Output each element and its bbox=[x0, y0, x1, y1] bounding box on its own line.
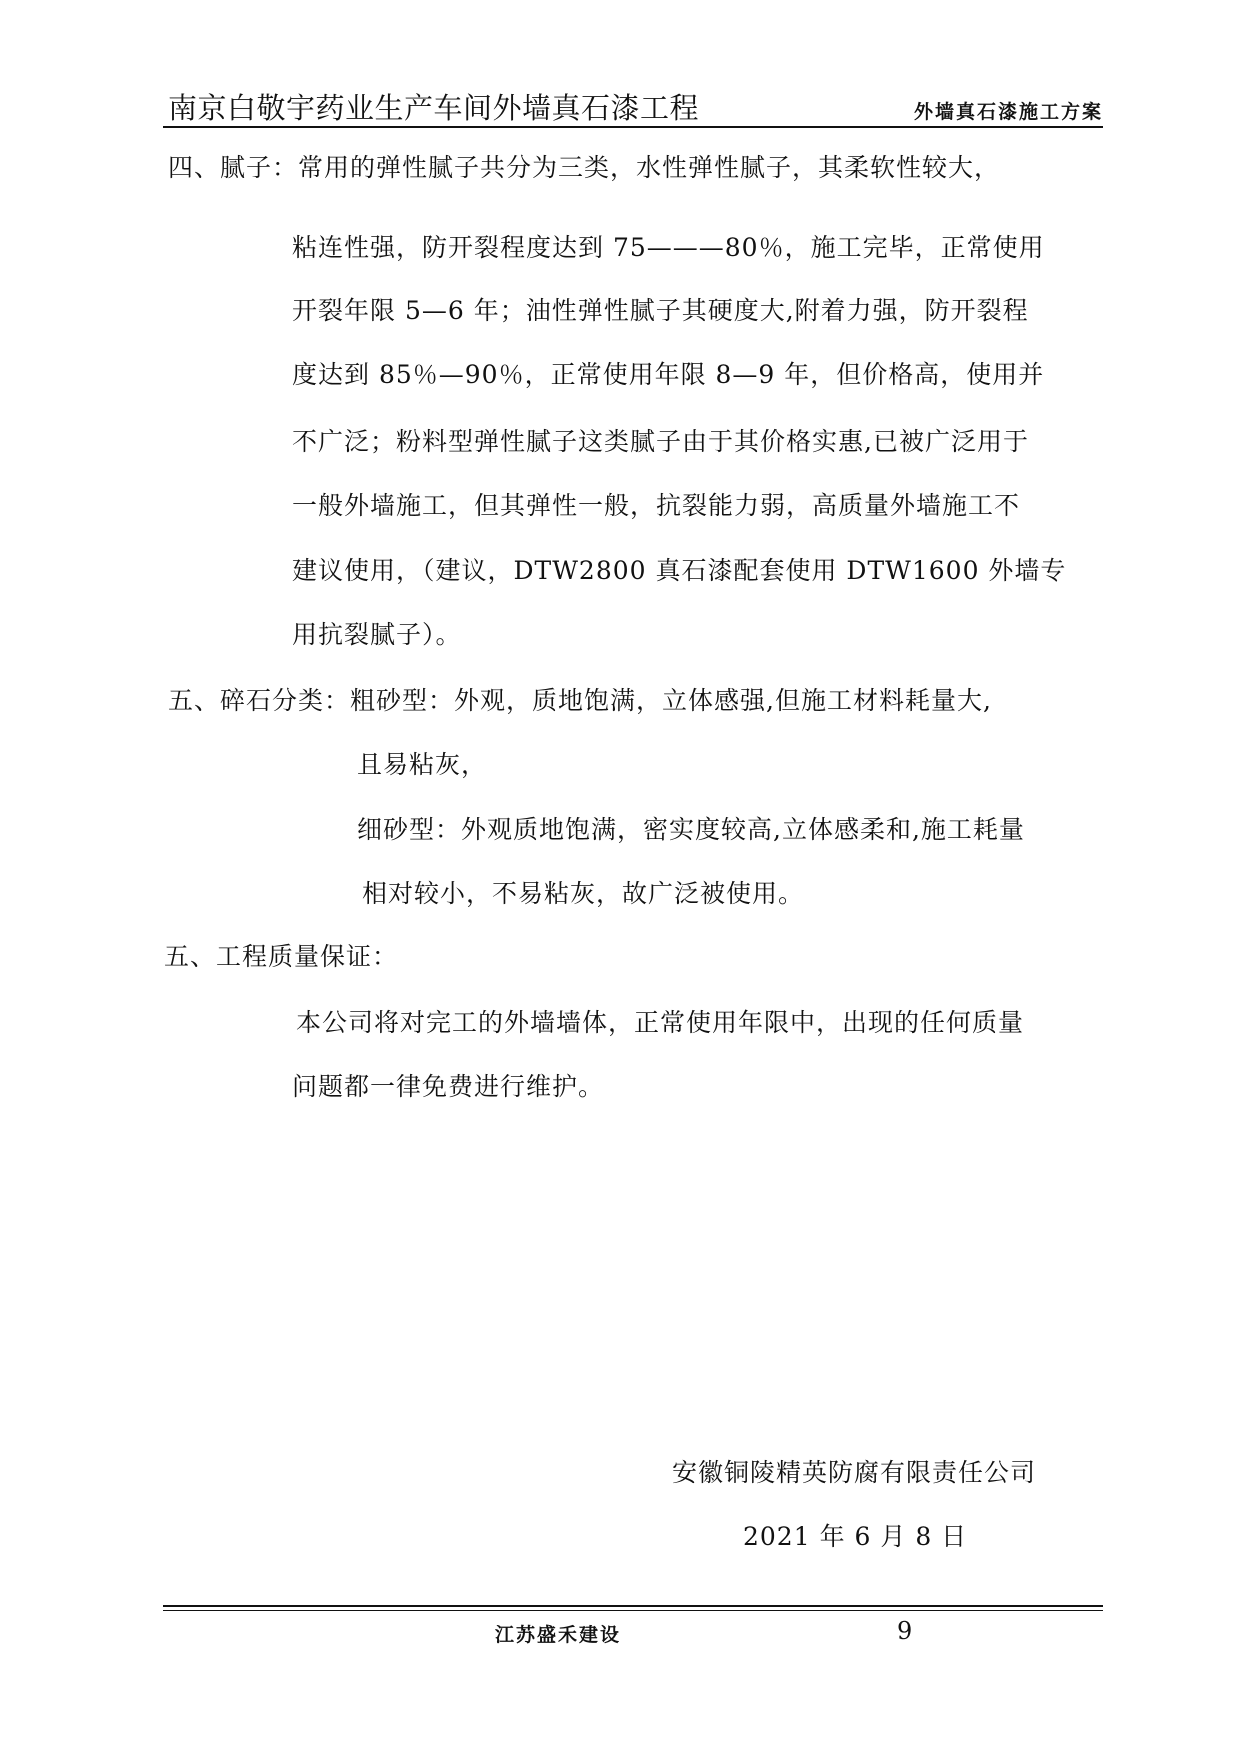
section-quality-heading: 五、工程质量保证： bbox=[164, 942, 399, 971]
header-divider bbox=[163, 126, 1103, 128]
section-putty-line: 度达到 85％—90％，正常使用年限 8—9 年，但价格高，使用并 bbox=[292, 360, 1045, 389]
signature-company: 安徽铜陵精英防腐有限责任公司 bbox=[672, 1458, 1037, 1487]
header-doc-type: 外墙真石漆施工方案 bbox=[913, 101, 1103, 123]
section-gravel-line: 细砂型：外观质地饱满，密实度较高,立体感柔和,施工耗量 bbox=[357, 815, 1025, 844]
section-putty-line: 建议使用，（建议，DTW2800 真石漆配套使用 DTW1600 外墙专 bbox=[292, 556, 1067, 585]
section-putty-line: 四、腻子：常用的弹性腻子共分为三类，水性弹性腻子，其柔软性较大， bbox=[168, 153, 1001, 182]
page-number: 9 bbox=[897, 1617, 913, 1645]
section-putty-line: 粘连性强，防开裂程度达到 75———80％，施工完毕，正常使用 bbox=[292, 233, 1045, 262]
section-putty-line: 开裂年限 5—6 年；油性弹性腻子其硬度大,附着力强，防开裂程 bbox=[292, 296, 1029, 325]
section-gravel-line: 五、碎石分类：粗砂型：外观，质地饱满，立体感强,但施工材料耗量大, bbox=[168, 686, 992, 715]
footer-company: 江苏盛禾建设 bbox=[495, 1624, 622, 1646]
section-putty-line: 用抗裂腻子）。 bbox=[292, 620, 462, 649]
signature-date: 2021 年 6 月 8 日 bbox=[743, 1522, 968, 1551]
header-title: 南京白敬宇药业生产车间外墙真石漆工程 bbox=[168, 91, 700, 125]
section-gravel-line: 相对较小，不易粘灰，故广泛被使用。 bbox=[362, 879, 805, 908]
section-gravel-line: 且易粘灰， bbox=[357, 750, 488, 779]
section-putty-line: 一般外墙施工，但其弹性一般，抗裂能力弱，高质量外墙施工不 bbox=[292, 491, 1021, 520]
footer-divider-thin bbox=[163, 1610, 1103, 1611]
section-putty-line: 不广泛；粉料型弹性腻子这类腻子由于其价格实惠,已被广泛用于 bbox=[292, 427, 1029, 456]
footer-divider bbox=[163, 1605, 1103, 1607]
section-quality-line: 问题都一律免费进行维护。 bbox=[292, 1072, 605, 1101]
section-quality-line: 本公司将对完工的外墙墙体，正常使用年限中，出现的任何质量 bbox=[296, 1008, 1025, 1037]
